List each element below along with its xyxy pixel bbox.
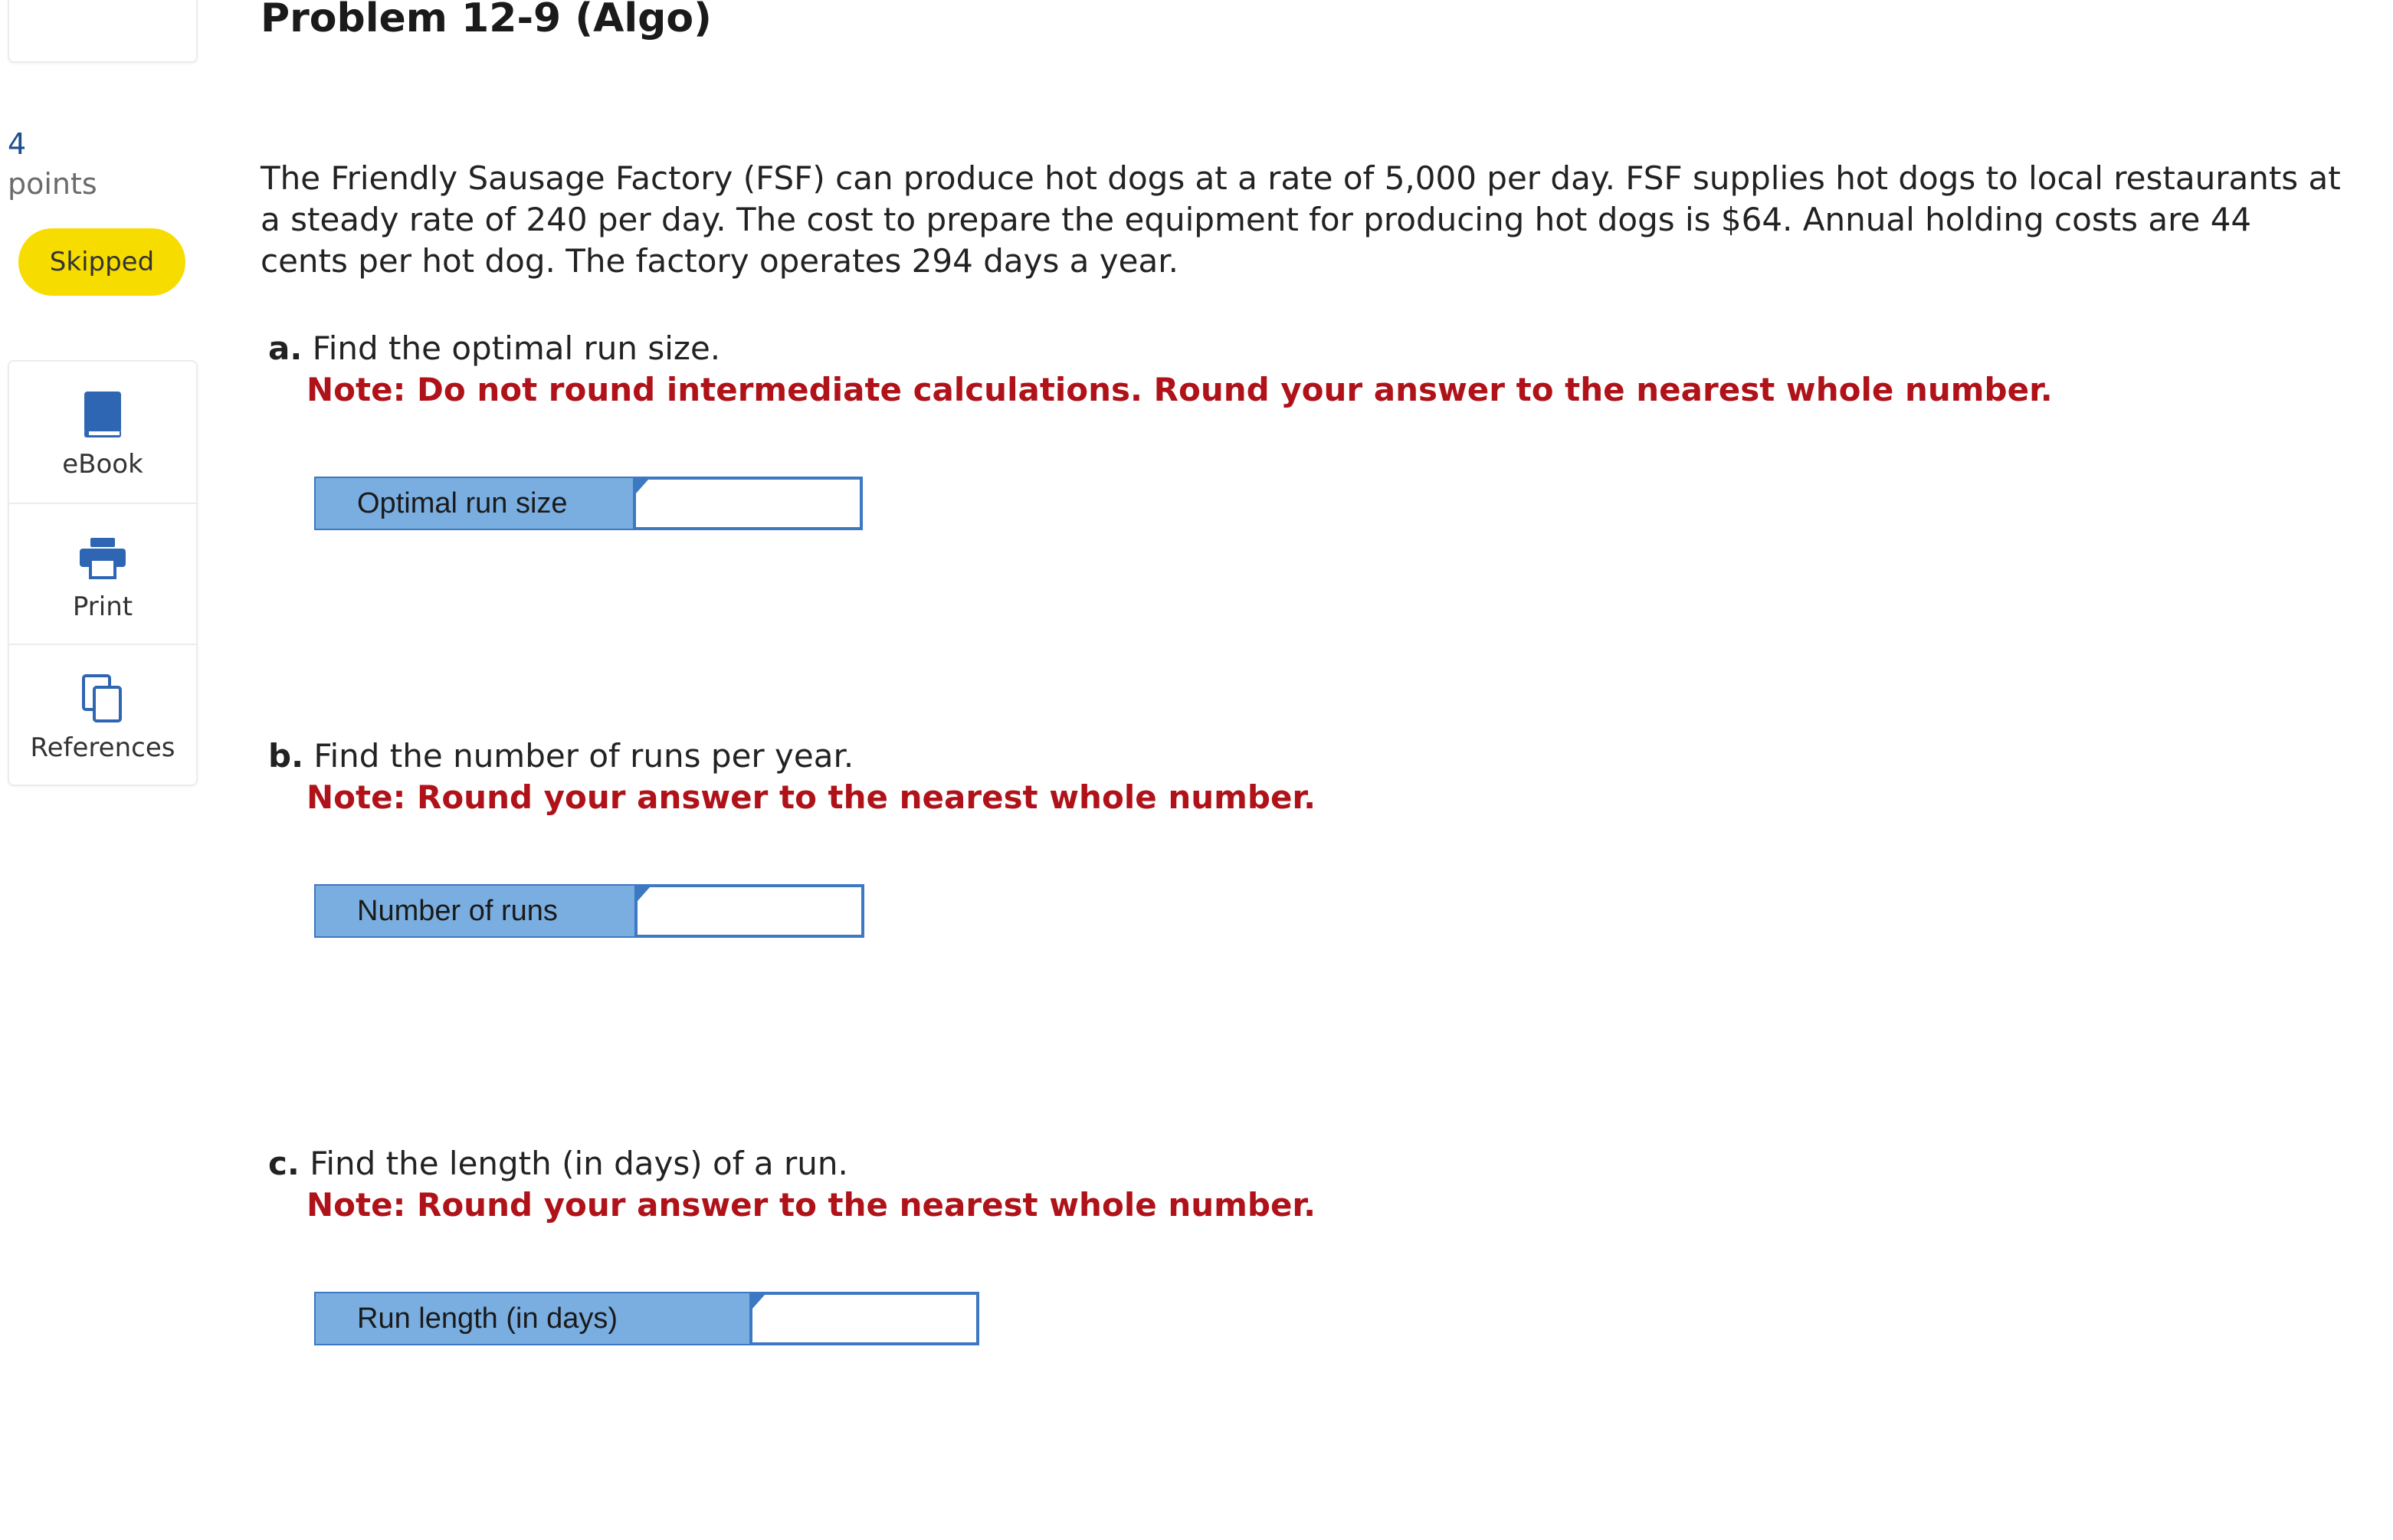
answer-label-a: Optimal run size: [314, 477, 633, 530]
question-a-text: Find the optimal run size.: [312, 329, 721, 367]
points-value: 4: [8, 127, 27, 161]
question-a: [268, 329, 720, 367]
note-c: Note: Round your answer to the nearest whole number.: [307, 1186, 1316, 1224]
question-c-text: Find the length (in days) of a run.: [310, 1145, 848, 1182]
page-title: Problem 12-9 (Algo): [261, 0, 712, 41]
answer-label-c: Run length (in days): [314, 1292, 749, 1345]
optimal-run-size-input[interactable]: [633, 477, 863, 530]
question-a-letter: a.: [268, 329, 303, 367]
run-length-input[interactable]: [749, 1292, 979, 1345]
ebook-button[interactable]: [9, 362, 196, 501]
book-icon: [81, 388, 124, 443]
points-label: points: [8, 167, 97, 201]
question-c-letter: c.: [268, 1145, 300, 1182]
answer-row-b: [314, 884, 864, 938]
answer-label-b: Number of runs: [314, 884, 634, 938]
answer-row-c: [314, 1292, 979, 1345]
question-b-letter: b.: [268, 737, 304, 775]
printer-icon: [78, 530, 127, 585]
copy-pages-icon: [80, 671, 125, 726]
question-c: [268, 1145, 848, 1182]
note-b: Note: Round your answer to the nearest whole number.: [307, 778, 1316, 816]
note-a: Note: Do not round intermediate calculations. Round your answer to the nearest whole number.: [307, 371, 2053, 408]
ebook-label: eBook: [62, 449, 143, 480]
status-badge: Skipped: [18, 228, 185, 296]
tools-panel: [8, 360, 198, 786]
question-b: [268, 737, 854, 775]
number-of-runs-input[interactable]: [634, 884, 864, 938]
references-button[interactable]: [9, 644, 196, 785]
question-nav-card: [8, 0, 198, 63]
answer-row-a: [314, 477, 863, 530]
problem-intro: The Friendly Sausage Factory (FSF) can produce hot dogs at a rate of 5,000 per day. FSF supplies hot dogs to local restaurants at a steady rate of 240 per day. The cost to prepare the equipment for producing hot dogs is $64. Annual holding costs are 44 cents per hot dog. The factory operates 294 days a year.: [261, 159, 2341, 280]
references-label: References: [30, 732, 175, 763]
print-label: Print: [72, 591, 133, 622]
print-button[interactable]: [9, 503, 196, 644]
question-b-text: Find the number of runs per year.: [313, 737, 854, 775]
